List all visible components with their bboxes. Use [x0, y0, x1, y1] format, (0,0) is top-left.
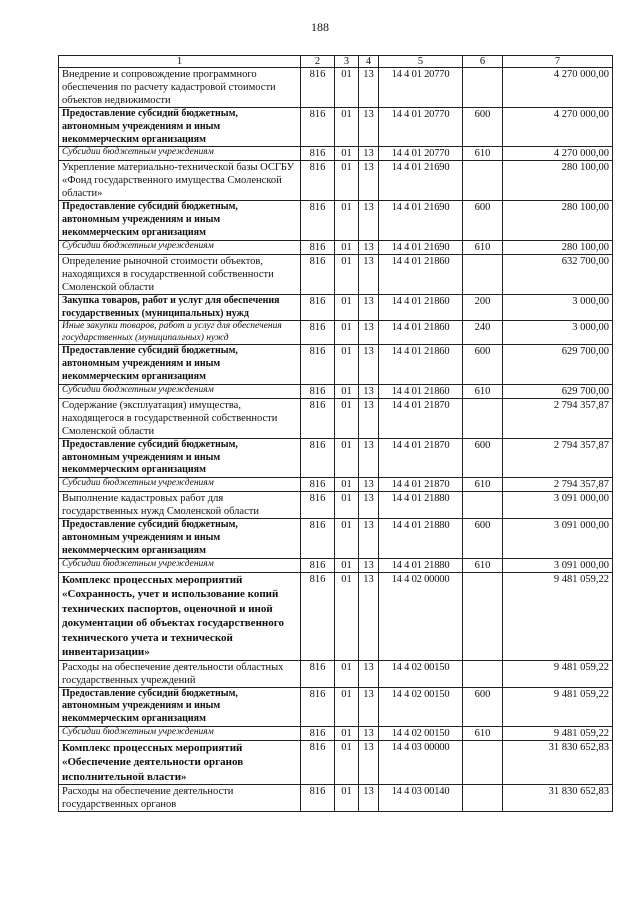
row-name-cell: Предоставление субсидий бюджетным, автономным учреждениям и иным некоммерческим организациям [59, 438, 301, 477]
subsection-cell: 13 [359, 398, 379, 438]
admin-code-cell: 816 [301, 478, 335, 492]
target-article-cell: 14 4 01 21860 [379, 321, 463, 345]
target-article-cell: 14 4 01 21690 [379, 201, 463, 240]
expense-type-cell [463, 572, 503, 660]
table-row [59, 740, 613, 785]
expense-type-cell: 600 [463, 201, 503, 240]
amount-cell: 2 794 357,87 [503, 438, 613, 477]
subsection-cell: 13 [359, 161, 379, 201]
admin-code-cell: 816 [301, 572, 335, 660]
admin-code-cell: 816 [301, 240, 335, 254]
subsection-cell: 13 [359, 785, 379, 812]
target-article-cell: 14 4 01 20770 [379, 108, 463, 147]
section-cell: 01 [335, 384, 359, 398]
target-article-cell: 14 4 01 21870 [379, 478, 463, 492]
header-cell: 1 [59, 56, 301, 68]
target-article-cell: 14 4 01 21870 [379, 398, 463, 438]
amount-cell: 632 700,00 [503, 254, 613, 294]
row-name-cell: Расходы на обеспечение деятельности государственных органов [59, 785, 301, 812]
row-name-cell: Внедрение и сопровождение программного обеспечения по расчету кадастровой стоимости объектов недвижимости [59, 68, 301, 108]
admin-code-cell: 816 [301, 726, 335, 740]
expense-type-cell [463, 161, 503, 201]
amount-cell: 280 100,00 [503, 240, 613, 254]
target-article-cell: 14 4 02 00150 [379, 726, 463, 740]
row-name-cell: Субсидии бюджетным учреждениям [59, 478, 301, 492]
section-cell: 01 [335, 726, 359, 740]
subsection-cell: 13 [359, 740, 379, 785]
table-row [59, 147, 613, 161]
table-row [59, 68, 613, 108]
admin-code-cell: 816 [301, 438, 335, 477]
subsection-cell: 13 [359, 660, 379, 687]
amount-cell: 9 481 059,22 [503, 687, 613, 726]
section-cell: 01 [335, 68, 359, 108]
row-name-cell: Предоставление субсидий бюджетным, автономным учреждениям и иным некоммерческим организациям [59, 201, 301, 240]
amount-cell: 2 794 357,87 [503, 398, 613, 438]
row-name-cell: Предоставление субсидий бюджетным, автономным учреждениям и иным некоммерческим организациям [59, 687, 301, 726]
subsection-cell: 13 [359, 254, 379, 294]
target-article-cell: 14 4 01 20770 [379, 68, 463, 108]
amount-cell: 9 481 059,22 [503, 726, 613, 740]
row-name-cell: Комплекс процессных мероприятий «Сохранность, учет и использование копий технических паспортов, оценочной и иной документации об объектах государственного технического учета и технической инвентаризации» [59, 572, 301, 660]
subsection-cell: 13 [359, 108, 379, 147]
expense-type-cell: 610 [463, 558, 503, 572]
row-name-cell: Субсидии бюджетным учреждениям [59, 558, 301, 572]
table-row [59, 478, 613, 492]
target-article-cell: 14 4 02 00150 [379, 687, 463, 726]
expense-type-cell [463, 68, 503, 108]
admin-code-cell: 816 [301, 660, 335, 687]
admin-code-cell: 816 [301, 108, 335, 147]
expense-type-cell: 610 [463, 147, 503, 161]
row-name-cell: Расходы на обеспечение деятельности областных государственных учреждений [59, 660, 301, 687]
admin-code-cell: 816 [301, 687, 335, 726]
expense-type-cell [463, 660, 503, 687]
table-row [59, 785, 613, 812]
table-row [59, 254, 613, 294]
expense-type-cell: 240 [463, 321, 503, 345]
expense-type-cell [463, 254, 503, 294]
section-cell: 01 [335, 240, 359, 254]
row-name-cell: Предоставление субсидий бюджетным, автономным учреждениям и иным некоммерческим организациям [59, 108, 301, 147]
expense-type-cell [463, 740, 503, 785]
admin-code-cell: 816 [301, 345, 335, 384]
table-row [59, 398, 613, 438]
admin-code-cell: 816 [301, 740, 335, 785]
amount-cell: 3 091 000,00 [503, 519, 613, 558]
amount-cell: 629 700,00 [503, 384, 613, 398]
section-cell: 01 [335, 345, 359, 384]
table-row [59, 384, 613, 398]
amount-cell: 3 000,00 [503, 294, 613, 321]
subsection-cell: 13 [359, 687, 379, 726]
admin-code-cell: 816 [301, 321, 335, 345]
table-row [59, 660, 613, 687]
row-name-cell: Субсидии бюджетным учреждениям [59, 726, 301, 740]
expense-type-cell: 600 [463, 519, 503, 558]
admin-code-cell: 816 [301, 147, 335, 161]
table-row [59, 161, 613, 201]
section-cell: 01 [335, 161, 359, 201]
budget-table [58, 55, 613, 812]
section-cell: 01 [335, 294, 359, 321]
admin-code-cell: 816 [301, 68, 335, 108]
subsection-cell: 13 [359, 478, 379, 492]
expense-type-cell: 600 [463, 687, 503, 726]
row-name-cell: Выполнение кадастровых работ для государственных нужд Смоленской области [59, 492, 301, 519]
expense-type-cell: 600 [463, 345, 503, 384]
section-cell: 01 [335, 147, 359, 161]
table-row [59, 201, 613, 240]
row-name-cell: Субсидии бюджетным учреждениям [59, 384, 301, 398]
amount-cell: 4 270 000,00 [503, 68, 613, 108]
table-row [59, 321, 613, 345]
row-name-cell: Иные закупки товаров, работ и услуг для обеспечения государственных (муниципальных) нужд [59, 321, 301, 345]
row-name-cell: Предоставление субсидий бюджетным, автономным учреждениям и иным некоммерческим организациям [59, 519, 301, 558]
table-header-row [59, 56, 613, 68]
admin-code-cell: 816 [301, 254, 335, 294]
expense-type-cell: 610 [463, 478, 503, 492]
table-row [59, 345, 613, 384]
admin-code-cell: 816 [301, 384, 335, 398]
section-cell: 01 [335, 660, 359, 687]
subsection-cell: 13 [359, 345, 379, 384]
admin-code-cell: 816 [301, 492, 335, 519]
section-cell: 01 [335, 492, 359, 519]
table-row [59, 558, 613, 572]
amount-cell: 629 700,00 [503, 345, 613, 384]
row-name-cell: Определение рыночной стоимости объектов, находящихся в государственной собственности Смоленской области [59, 254, 301, 294]
subsection-cell: 13 [359, 726, 379, 740]
admin-code-cell: 816 [301, 201, 335, 240]
section-cell: 01 [335, 785, 359, 812]
subsection-cell: 13 [359, 572, 379, 660]
target-article-cell: 14 4 02 00000 [379, 572, 463, 660]
row-name-cell: Комплекс процессных мероприятий «Обеспечение деятельности органов исполнительной власти» [59, 740, 301, 785]
row-name-cell: Содержание (эксплуатация) имущества, находящегося в государственной собственности Смоленской области [59, 398, 301, 438]
section-cell: 01 [335, 108, 359, 147]
target-article-cell: 14 4 01 21870 [379, 438, 463, 477]
header-cell: 3 [335, 56, 359, 68]
section-cell: 01 [335, 740, 359, 785]
expense-type-cell [463, 785, 503, 812]
expense-type-cell: 610 [463, 384, 503, 398]
expense-type-cell: 200 [463, 294, 503, 321]
expense-type-cell: 610 [463, 240, 503, 254]
row-name-cell: Укрепление материально-технической базы ОСГБУ «Фонд государственного имущества Смоленской области» [59, 161, 301, 201]
table-row [59, 294, 613, 321]
target-article-cell: 14 4 01 21860 [379, 345, 463, 384]
amount-cell: 9 481 059,22 [503, 572, 613, 660]
amount-cell: 4 270 000,00 [503, 147, 613, 161]
target-article-cell: 14 4 02 00150 [379, 660, 463, 687]
header-cell: 4 [359, 56, 379, 68]
table-row [59, 726, 613, 740]
subsection-cell: 13 [359, 558, 379, 572]
amount-cell: 3 091 000,00 [503, 492, 613, 519]
table-row [59, 492, 613, 519]
target-article-cell: 14 4 01 21860 [379, 294, 463, 321]
subsection-cell: 13 [359, 240, 379, 254]
section-cell: 01 [335, 201, 359, 240]
expense-type-cell: 600 [463, 108, 503, 147]
subsection-cell: 13 [359, 294, 379, 321]
subsection-cell: 13 [359, 201, 379, 240]
row-name-cell: Субсидии бюджетным учреждениям [59, 147, 301, 161]
target-article-cell: 14 4 01 21860 [379, 254, 463, 294]
expense-type-cell [463, 492, 503, 519]
subsection-cell: 13 [359, 492, 379, 519]
admin-code-cell: 816 [301, 558, 335, 572]
section-cell: 01 [335, 558, 359, 572]
section-cell: 01 [335, 438, 359, 477]
expense-type-cell: 610 [463, 726, 503, 740]
row-name-cell: Закупка товаров, работ и услуг для обеспечения государственных (муниципальных) нужд [59, 294, 301, 321]
target-article-cell: 14 4 01 20770 [379, 147, 463, 161]
amount-cell: 3 000,00 [503, 321, 613, 345]
admin-code-cell: 816 [301, 294, 335, 321]
target-article-cell: 14 4 03 00140 [379, 785, 463, 812]
section-cell: 01 [335, 254, 359, 294]
header-cell: 6 [463, 56, 503, 68]
table-row [59, 438, 613, 477]
subsection-cell: 13 [359, 147, 379, 161]
expense-type-cell [463, 398, 503, 438]
subsection-cell: 13 [359, 438, 379, 477]
target-article-cell: 14 4 01 21690 [379, 240, 463, 254]
amount-cell: 2 794 357,87 [503, 478, 613, 492]
expense-type-cell: 600 [463, 438, 503, 477]
admin-code-cell: 816 [301, 161, 335, 201]
subsection-cell: 13 [359, 321, 379, 345]
table-row [59, 572, 613, 660]
subsection-cell: 13 [359, 519, 379, 558]
amount-cell: 4 270 000,00 [503, 108, 613, 147]
admin-code-cell: 816 [301, 398, 335, 438]
amount-cell: 280 100,00 [503, 161, 613, 201]
section-cell: 01 [335, 398, 359, 438]
header-cell: 2 [301, 56, 335, 68]
target-article-cell: 14 4 03 00000 [379, 740, 463, 785]
header-cell: 5 [379, 56, 463, 68]
section-cell: 01 [335, 478, 359, 492]
amount-cell: 3 091 000,00 [503, 558, 613, 572]
subsection-cell: 13 [359, 384, 379, 398]
table-row [59, 108, 613, 147]
target-article-cell: 14 4 01 21860 [379, 384, 463, 398]
section-cell: 01 [335, 519, 359, 558]
section-cell: 01 [335, 687, 359, 726]
target-article-cell: 14 4 01 21880 [379, 492, 463, 519]
page-number: 188 [311, 20, 329, 34]
section-cell: 01 [335, 321, 359, 345]
table-row [59, 240, 613, 254]
target-article-cell: 14 4 01 21690 [379, 161, 463, 201]
amount-cell: 9 481 059,22 [503, 660, 613, 687]
subsection-cell: 13 [359, 68, 379, 108]
header-cell: 7 [503, 56, 613, 68]
amount-cell: 31 830 652,83 [503, 740, 613, 785]
table-row [59, 687, 613, 726]
admin-code-cell: 816 [301, 519, 335, 558]
target-article-cell: 14 4 01 21880 [379, 558, 463, 572]
admin-code-cell: 816 [301, 785, 335, 812]
table-row [59, 519, 613, 558]
row-name-cell: Субсидии бюджетным учреждениям [59, 240, 301, 254]
row-name-cell: Предоставление субсидий бюджетным, автономным учреждениям и иным некоммерческим организациям [59, 345, 301, 384]
amount-cell: 280 100,00 [503, 201, 613, 240]
target-article-cell: 14 4 01 21880 [379, 519, 463, 558]
amount-cell: 31 830 652,83 [503, 785, 613, 812]
section-cell: 01 [335, 572, 359, 660]
